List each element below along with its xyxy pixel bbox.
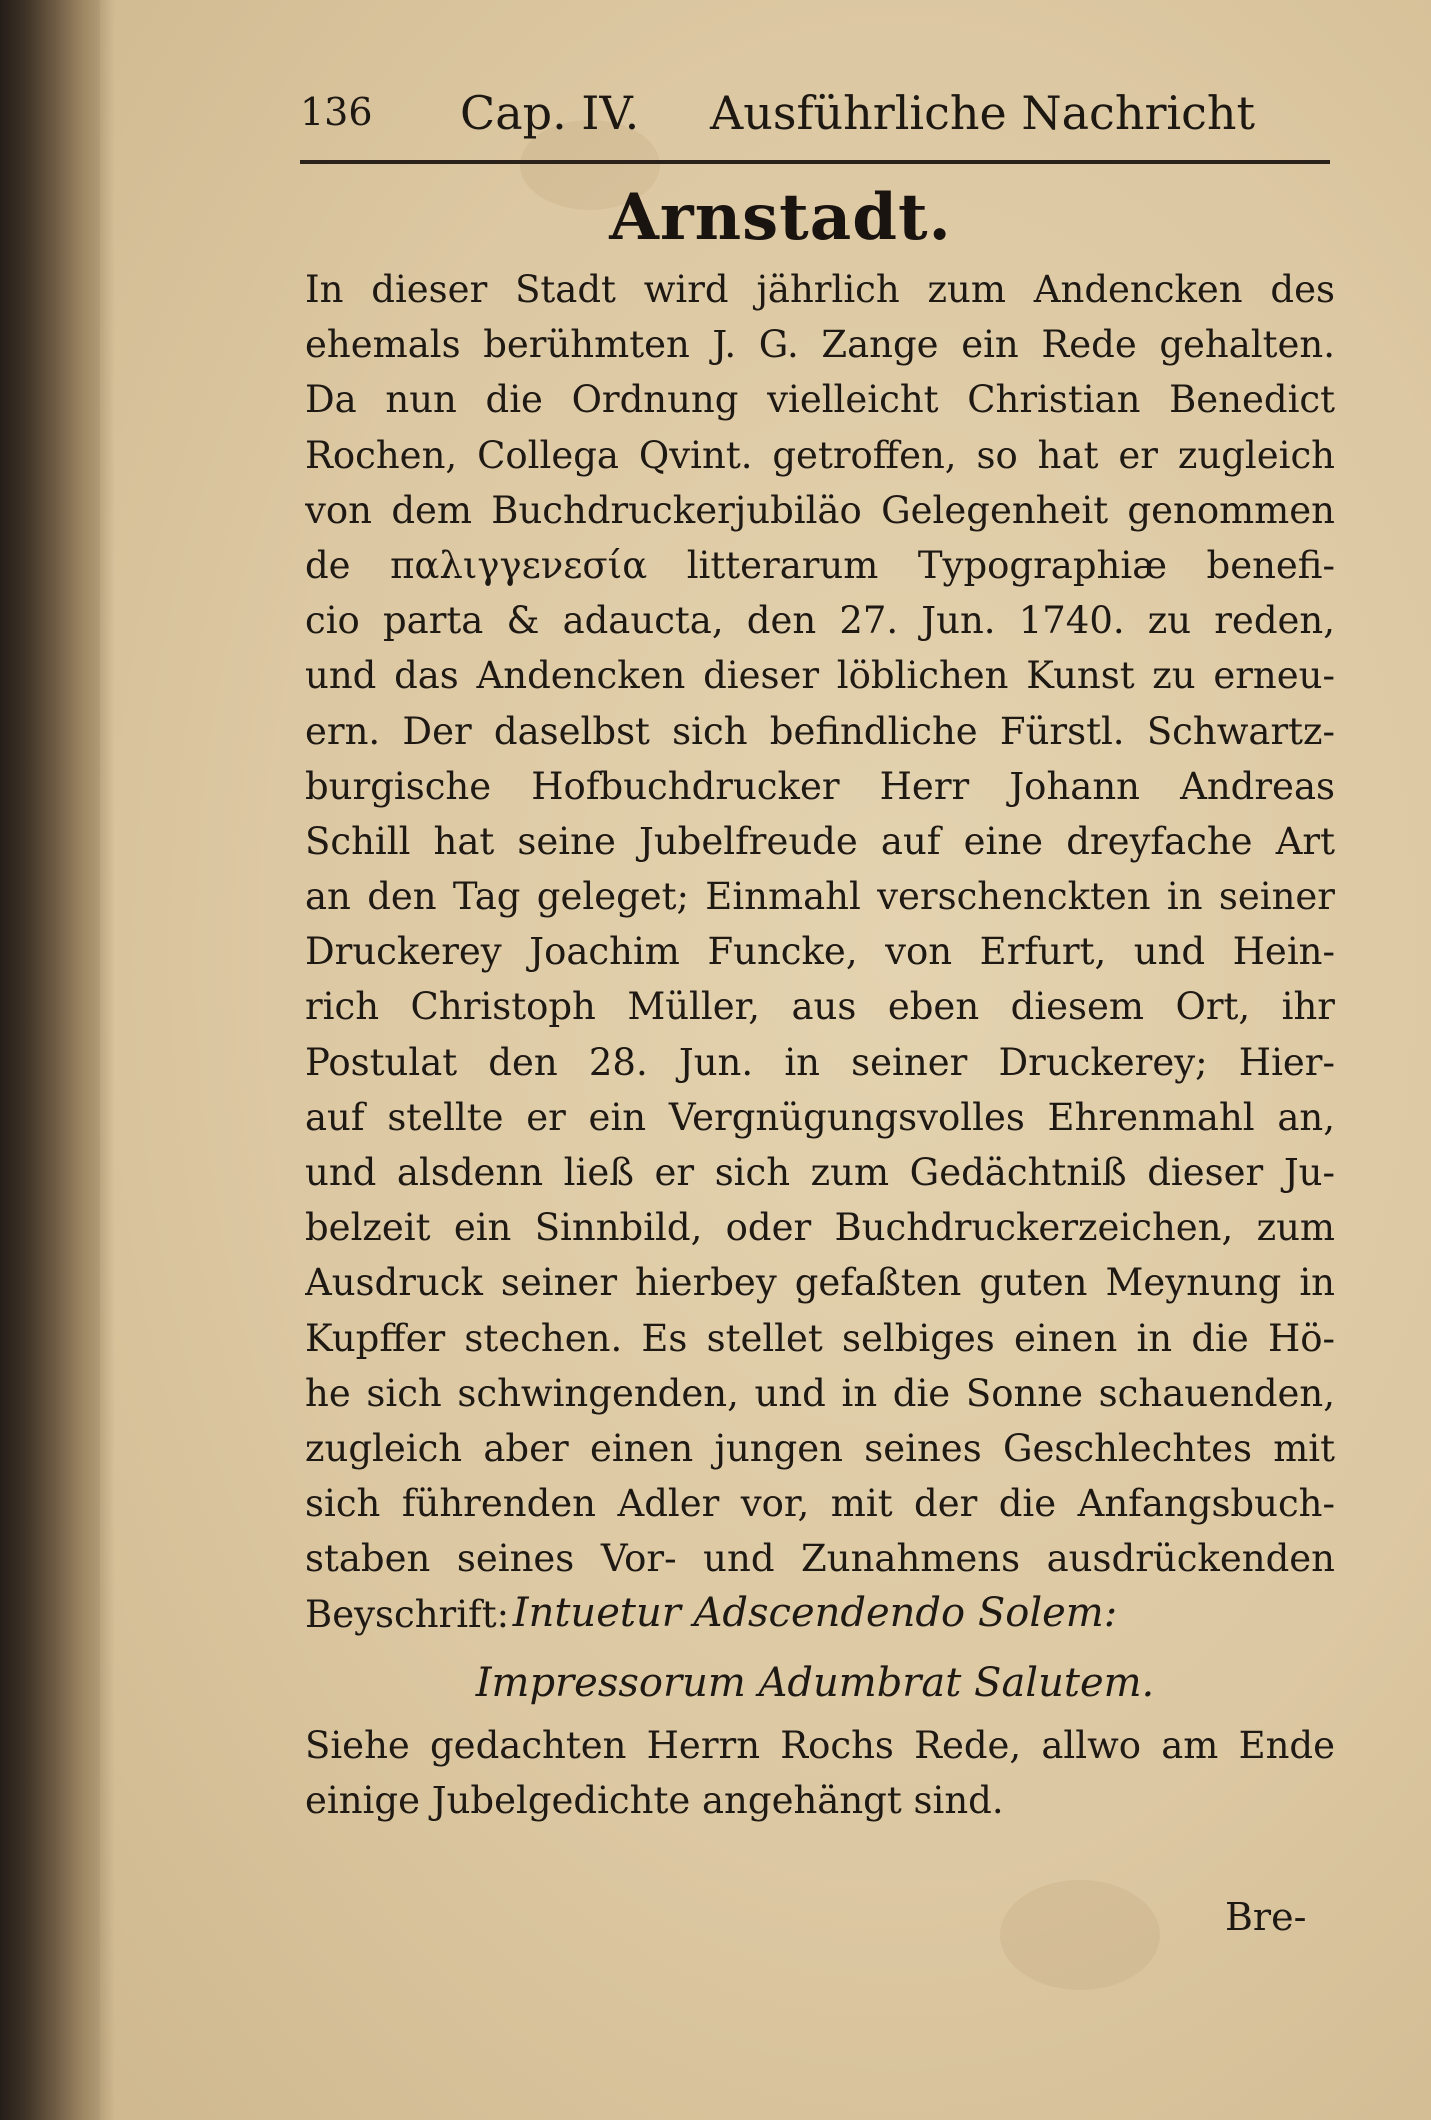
text-line: Rochen, Collega Qvint. getroffen, so hat er zugleich xyxy=(305,433,1335,477)
text-line: burgische Hofbuchdrucker Herr Johann Andreas xyxy=(305,764,1335,808)
text-line: Da nun die Ordnung vielleicht Christian Benedict xyxy=(305,378,1335,422)
text-line: belzeit ein Sinnbild, oder Buchdruckerzeichen, zum xyxy=(305,1206,1335,1250)
binding-gutter xyxy=(0,0,115,2120)
motto-line-2: Impressorum Adumbrat Salutem. xyxy=(475,1660,1155,1706)
text-line: cio parta & adaucta, den 27. Jun. 1740. zu reden, xyxy=(305,599,1335,643)
catchword: Bre- xyxy=(1225,1895,1307,1939)
text-line: In dieser Stadt wird jährlich zum Andencken des xyxy=(305,268,1335,311)
running-head xyxy=(300,82,1330,142)
text-line: sich führenden Adler vor, mit der die Anfangsbuch- xyxy=(305,1482,1335,1526)
text-line: ern. Der daselbst sich befindliche Fürstl. Schwartz- xyxy=(305,709,1335,753)
motto-line-1: Intuetur Adscendendo Solem: xyxy=(512,1590,1118,1636)
text-line: de παλιγγενεσία litterarum Typographiæ benefi- xyxy=(305,543,1335,587)
text-line: an den Tag geleget; Einmahl verschenckten in seiner xyxy=(305,875,1335,919)
section-title: Arnstadt. xyxy=(609,180,952,255)
text-line: staben seines Vor- und Zunahmens ausdrückenden xyxy=(305,1537,1335,1581)
page-number: 136 xyxy=(300,90,373,134)
text-line: Schill hat seine Jubelfreude auf eine dreyfache Art xyxy=(305,819,1335,863)
text-line: Ausdruck seiner hierbey gefaßten guten Meynung in xyxy=(305,1261,1335,1305)
running-title: Ausführliche Nachricht xyxy=(710,86,1256,140)
closing-paragraph xyxy=(305,1718,1335,1828)
body-paragraph xyxy=(305,262,1335,1642)
text-line: auf stellte er ein Vergnügungsvolles Ehrenmahl an, xyxy=(305,1095,1335,1139)
text-line: einige Jubelgedichte angehängt sind. xyxy=(305,1779,1004,1823)
chapter-label: Cap. IV. xyxy=(460,86,640,140)
text-line: ehemals berühmten J. G. Zange ein Rede gehalten. xyxy=(305,323,1335,367)
paper-stain xyxy=(1000,1880,1160,1990)
text-line: Druckerey Joachim Funcke, von Erfurt, und Hein- xyxy=(305,930,1335,974)
text-line: und alsdenn ließ er sich zum Gedächtniß dieser Ju- xyxy=(305,1151,1335,1194)
text-line: von dem Buchdruckerjubiläo Gelegenheit genommen xyxy=(305,488,1335,532)
text-line: Beyschrift: xyxy=(305,1592,510,1636)
text-line: Postulat den 28. Jun. in seiner Druckerey; Hier- xyxy=(305,1040,1335,1084)
text-line: rich Christoph Müller, aus eben diesem Ort, ihr xyxy=(305,985,1335,1029)
text-line: zugleich aber einen jungen seines Geschlechtes mit xyxy=(305,1426,1335,1470)
text-line: Siehe gedachten Herrn Rochs Rede, allwo am Ende xyxy=(305,1724,1335,1767)
text-line: Kupffer stechen. Es stellet selbiges einen in die Hö- xyxy=(305,1316,1335,1360)
text-line: he sich schwingenden, und in die Sonne schauenden, xyxy=(305,1371,1335,1415)
text-line: und das Andencken dieser löblichen Kunst zu erneu- xyxy=(305,654,1335,698)
header-rule xyxy=(300,160,1330,164)
